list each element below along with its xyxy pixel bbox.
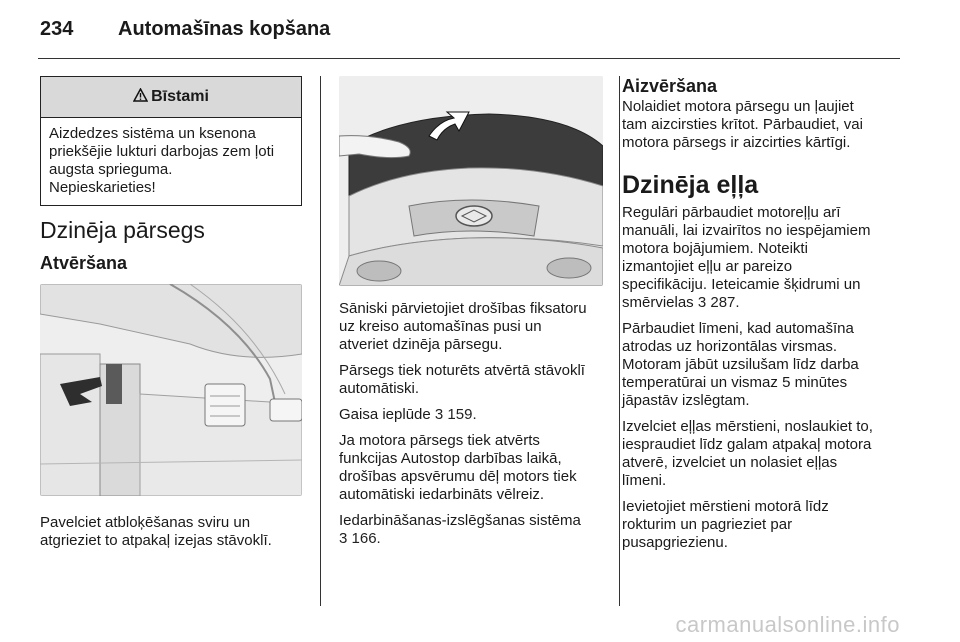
warning-line: Aizdedzes sistēma un ksenona	[49, 125, 256, 142]
page-number: 234	[40, 18, 74, 40]
section-title-engine-oil: Dzinēja eļļa	[622, 171, 759, 199]
text-line: Motoram jābūt uzsilušam līdz darba	[622, 356, 859, 373]
warning-title-text: Bīstami	[151, 88, 209, 105]
paragraph-insert-dipstick	[622, 498, 904, 552]
column-divider-2	[619, 76, 620, 606]
text-line: tam aizcirsties krītot. Pārbaudiet, vai	[622, 116, 863, 133]
text-line: manuāli, lai izvairītos no iespējamiem	[622, 222, 871, 239]
text-line: Iedarbināšanas-izslēgšanas sistēma	[339, 512, 581, 529]
text-line: Regulāri pārbaudiet motoreļļu arī	[622, 204, 841, 221]
text-line: motora pārsegs ir aizcirties kārtīgi.	[622, 134, 851, 151]
text-line: automātiski iedarbināts vēlreiz.	[339, 486, 545, 503]
text-line: pusapgriezienu.	[622, 534, 728, 551]
warning-line: priekšējie lukturi darbojas zem ļoti	[49, 143, 275, 160]
warning-title	[41, 77, 301, 118]
warning-triangle-icon	[133, 88, 148, 102]
text-line: jāpastāv izslēgtam.	[622, 392, 750, 409]
text-line: temperatūrai un vismaz 5 minūtes	[622, 374, 848, 391]
watermark: carmanualsonline.info	[675, 612, 900, 637]
warning-line: augsta sprieguma.	[49, 161, 173, 178]
page-header	[40, 18, 330, 41]
text-line: atverē, izvelciet un nolasiet eļļas	[622, 454, 838, 471]
warning-line: Nepieskarieties!	[49, 179, 156, 196]
paragraph-oil-level	[622, 320, 904, 410]
text-line: smērvielas	[622, 294, 694, 311]
paragraph-air-intake	[339, 406, 603, 424]
text-line: Ievietojiet mērstieni motorā līdz	[622, 498, 829, 515]
text-line: līmeni.	[622, 472, 667, 489]
page-reference-link[interactable]: 3 159.	[434, 406, 477, 423]
text-line: Ja motora pārsegs tiek atvērts	[339, 432, 540, 449]
hood-release-lever-illustration	[40, 284, 302, 496]
text-line: uz kreiso automašīnas pusi un	[339, 318, 542, 335]
text-line: Gaisa ieplūde	[339, 406, 431, 423]
warning-box	[40, 76, 302, 206]
text-line: Pavelciet atbloķēšanas sviru un	[40, 514, 251, 531]
text-line: specifikāciju. Ieteicamie šķidrumi un	[622, 276, 861, 293]
page-title: Automašīnas kopšana	[118, 18, 331, 40]
text-line: izmantojiet eļļu ar pareizo	[622, 258, 793, 275]
paragraph-hood-held	[339, 362, 603, 398]
subsection-title-closing: Aizvēršana	[622, 76, 718, 96]
text-line: Pārsegs tiek noturēts atvērtā stāvoklī	[339, 362, 585, 379]
warning-text	[41, 118, 301, 205]
text-line: Pārbaudiet līmeni, kad automašīna	[622, 320, 854, 337]
lever-instruction	[40, 514, 302, 550]
paragraph-safety-catch	[339, 300, 603, 354]
text-line: automātiski.	[339, 380, 420, 397]
paragraph-start-stop	[339, 512, 603, 548]
text-line: funkcijas Autostop darbības laikā,	[339, 450, 562, 467]
text-line: iespraudiet līdz galam atpakaļ motora	[622, 436, 872, 453]
page-reference-link[interactable]: 3 287.	[697, 294, 740, 311]
text-line: Sāniski pārvietojiet drošības fiksatoru	[339, 300, 587, 317]
text-line: rokturim un pagrieziet par	[622, 516, 793, 533]
column-3	[622, 76, 904, 560]
section-title-hood: Dzinēja pārsegs	[40, 217, 205, 243]
hood-safety-catch-illustration	[339, 76, 603, 286]
text-line: motora bojājumiem. Noteikti	[622, 240, 808, 257]
text-line: atgrieziet to atpakaļ izejas stāvoklī.	[40, 532, 272, 549]
paragraph-oil-check	[622, 204, 904, 312]
text-line: Izvelciet eļļas mērstieni, noslaukiet to,	[622, 418, 873, 435]
text-line: Nolaidiet motora pārsegu un ļaujiet	[622, 98, 854, 115]
page-reference-link[interactable]: 3 166.	[339, 530, 381, 547]
text-line: atveriet dzinēja pārsegu.	[339, 336, 503, 353]
text-line: drošības apsvērumu dēļ motors tiek	[339, 468, 577, 485]
subsection-title-opening: Atvēršana	[40, 253, 128, 273]
paragraph-dipstick	[622, 418, 904, 490]
paragraph-autostop	[339, 432, 603, 504]
text-line: atrodas uz horizontālas virsmas.	[622, 338, 838, 355]
column-divider-1	[320, 76, 321, 606]
paragraph-closing	[622, 98, 904, 152]
column-1	[40, 76, 302, 558]
column-2	[339, 76, 603, 556]
header-rule	[38, 58, 900, 59]
